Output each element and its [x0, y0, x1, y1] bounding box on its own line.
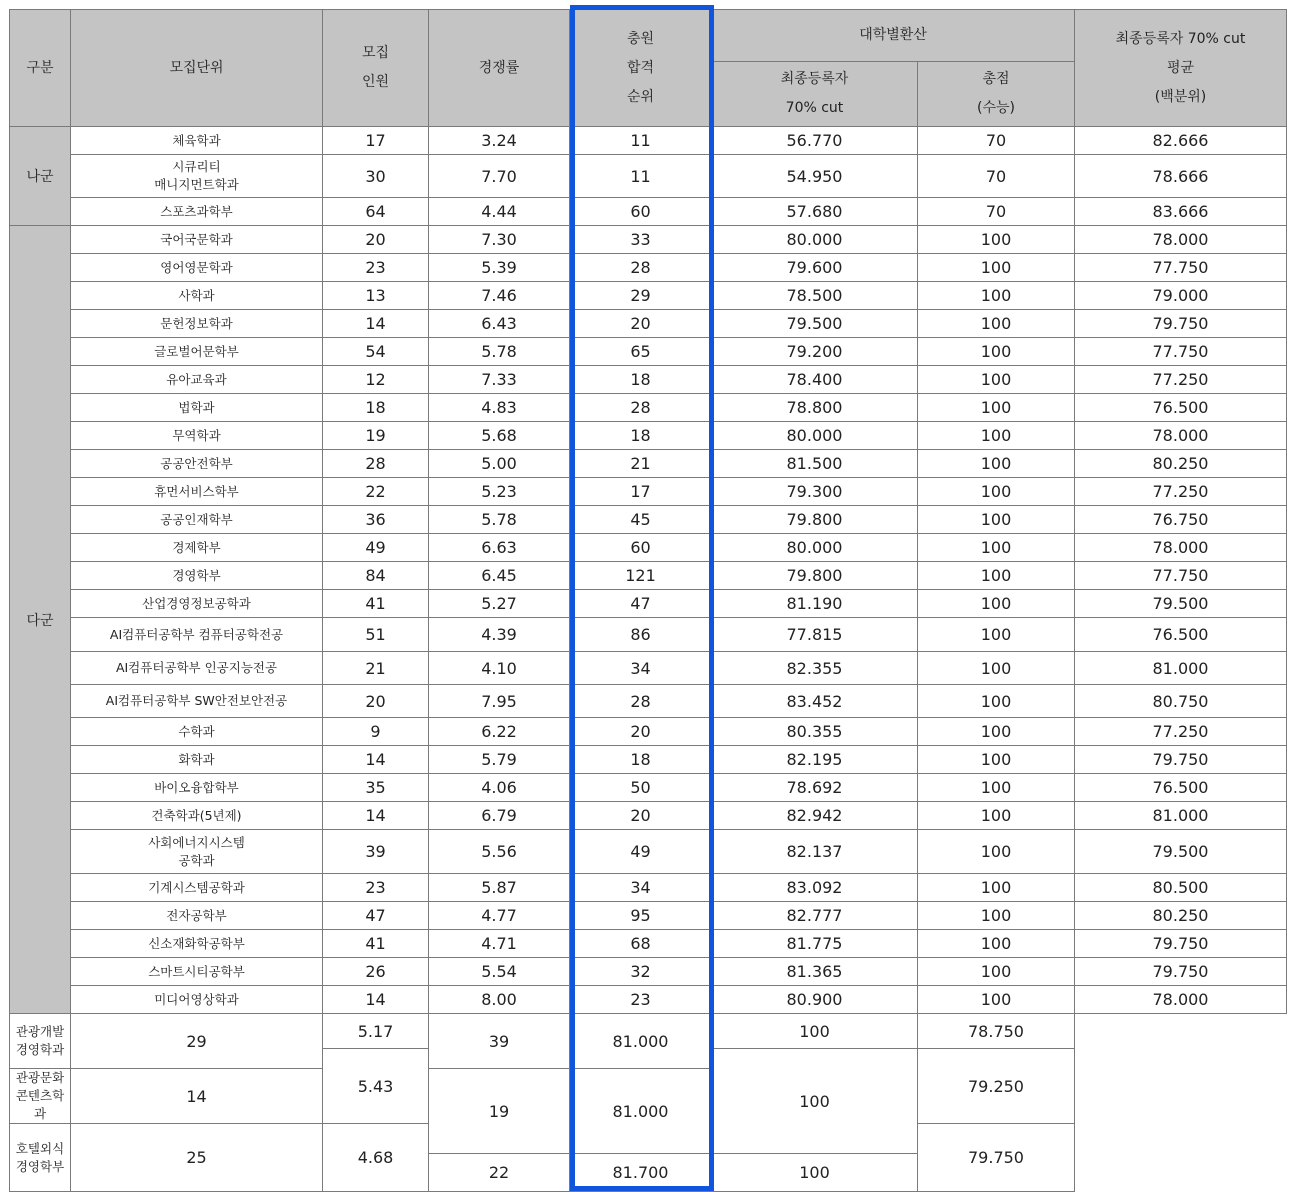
cut-cell: 81.000	[570, 1014, 712, 1069]
rank-cell: 18	[570, 746, 712, 774]
table-row	[10, 830, 1287, 874]
total-cell: 100	[918, 534, 1075, 562]
table-row	[10, 874, 1287, 902]
table-body	[10, 127, 1287, 1014]
total-cell: 70	[918, 198, 1075, 226]
cut-cell: 83.452	[712, 685, 918, 718]
quota-cell: 30	[323, 155, 429, 198]
header-cut	[712, 62, 918, 127]
average-cell: 80.500	[1075, 874, 1287, 902]
cut-cell: 79.300	[712, 478, 918, 506]
average-cell: 76.750	[1075, 506, 1287, 534]
average-cell: 77.750	[1075, 338, 1287, 366]
rank-cell: 11	[570, 155, 712, 198]
unit-name-cell: 신소재화학공학부	[71, 930, 323, 958]
header-avg-line1: 최종등록자 70% cut	[1115, 30, 1246, 47]
competition-cell: 5.23	[429, 478, 570, 506]
header-total-line1: 총점	[982, 71, 1010, 87]
quota-cell: 84	[323, 562, 429, 590]
unit-name-cell: 관광문화콘텐츠학과	[10, 1069, 71, 1124]
unit-name-cell: 건축학과(5년제)	[71, 802, 323, 830]
average-cell: 79.750	[918, 1124, 1075, 1192]
competition-cell: 5.56	[429, 830, 570, 874]
table-row	[10, 652, 1287, 685]
total-cell: 100	[918, 874, 1075, 902]
unit-name-cell: 사회에너지시스템 공학과	[71, 830, 323, 874]
quota-cell: 39	[323, 830, 429, 874]
average-cell: 77.750	[1075, 254, 1287, 282]
rank-cell: 20	[570, 718, 712, 746]
table-row	[10, 774, 1287, 802]
competition-cell: 6.43	[429, 310, 570, 338]
average-cell: 79.500	[1075, 590, 1287, 618]
cut-cell: 83.092	[712, 874, 918, 902]
unit-name-cell: 관광개발경영학과	[10, 1014, 71, 1069]
rank-cell: 60	[570, 534, 712, 562]
rank-cell: 34	[570, 874, 712, 902]
average-cell: 77.250	[1075, 366, 1287, 394]
cut-cell: 79.800	[712, 562, 918, 590]
header-total	[918, 62, 1075, 127]
quota-cell: 28	[323, 450, 429, 478]
quota-cell: 64	[323, 198, 429, 226]
unit-name-cell: 전자공학부	[71, 902, 323, 930]
competition-cell: 5.78	[429, 338, 570, 366]
average-cell: 76.500	[1075, 774, 1287, 802]
cut-cell: 82.137	[712, 830, 918, 874]
average-cell: 79.750	[1075, 310, 1287, 338]
header-category: 구분	[10, 10, 71, 127]
quota-cell: 14	[323, 310, 429, 338]
competition-cell: 5.27	[429, 590, 570, 618]
table-row	[10, 685, 1287, 718]
competition-cell: 5.54	[429, 958, 570, 986]
rank-cell: 17	[570, 478, 712, 506]
cut-cell: 54.950	[712, 155, 918, 198]
cut-cell: 77.815	[712, 618, 918, 652]
average-cell: 78.750	[918, 1014, 1075, 1049]
unit-name-cell: AI컴퓨터공학부 SW안전보안전공	[71, 685, 323, 718]
total-cell: 100	[918, 506, 1075, 534]
cut-cell: 81.365	[712, 958, 918, 986]
table-row	[10, 155, 1287, 198]
total-cell: 100	[918, 718, 1075, 746]
rank-cell: 121	[570, 562, 712, 590]
quota-cell: 17	[323, 127, 429, 155]
unit-name-cell: 사학과	[71, 282, 323, 310]
rank-cell: 28	[570, 254, 712, 282]
quota-cell: 13	[323, 282, 429, 310]
cut-cell: 79.600	[712, 254, 918, 282]
competition-cell: 5.43	[323, 1049, 429, 1124]
rank-cell: 32	[570, 958, 712, 986]
table-body-tail	[10, 1014, 1287, 1192]
rank-cell: 65	[570, 338, 712, 366]
header-avg-line3: (백분위)	[1154, 88, 1207, 105]
table-row	[10, 930, 1287, 958]
unit-name-cell: 화학과	[71, 746, 323, 774]
quota-cell: 21	[323, 652, 429, 685]
unit-name-cell: 공공안전학부	[71, 450, 323, 478]
quota-cell: 20	[323, 226, 429, 254]
cut-cell: 81.500	[712, 450, 918, 478]
table-row	[10, 366, 1287, 394]
unit-name-cell: 미디어영상학과	[71, 986, 323, 1014]
cut-cell: 82.942	[712, 802, 918, 830]
header-unit: 모집단위	[71, 10, 323, 127]
competition-cell: 4.39	[429, 618, 570, 652]
rank-cell: 28	[570, 685, 712, 718]
competition-cell: 5.00	[429, 450, 570, 478]
rank-cell: 50	[570, 774, 712, 802]
cut-cell: 80.355	[712, 718, 918, 746]
total-cell: 100	[918, 986, 1075, 1014]
total-cell: 100	[918, 685, 1075, 718]
unit-name-cell: 바이오융합학부	[71, 774, 323, 802]
rank-cell: 86	[570, 618, 712, 652]
cut-cell: 82.777	[712, 902, 918, 930]
total-cell: 100	[918, 478, 1075, 506]
unit-name-cell: 수학과	[71, 718, 323, 746]
quota-cell: 26	[323, 958, 429, 986]
total-cell: 100	[918, 830, 1075, 874]
cut-cell: 78.800	[712, 394, 918, 422]
competition-cell: 4.71	[429, 930, 570, 958]
rank-cell: 19	[429, 1069, 570, 1154]
table-row	[10, 958, 1287, 986]
cut-cell: 78.500	[712, 282, 918, 310]
rank-cell: 23	[570, 986, 712, 1014]
average-cell: 79.750	[1075, 746, 1287, 774]
total-cell: 100	[918, 282, 1075, 310]
cut-cell: 78.692	[712, 774, 918, 802]
header-conversion-group: 대학별환산	[712, 10, 1075, 62]
cut-cell: 80.000	[712, 226, 918, 254]
header-rank-line3: 순위	[626, 88, 655, 105]
cut-cell: 82.355	[712, 652, 918, 685]
admission-table-wrapper	[9, 9, 1287, 1192]
rank-cell: 18	[570, 366, 712, 394]
total-cell: 100	[918, 652, 1075, 685]
average-cell: 79.750	[1075, 958, 1287, 986]
table-row	[10, 310, 1287, 338]
quota-cell: 20	[323, 685, 429, 718]
unit-name-cell: 법학과	[71, 394, 323, 422]
total-cell: 100	[918, 310, 1075, 338]
quota-cell: 23	[323, 254, 429, 282]
quota-cell: 49	[323, 534, 429, 562]
cut-cell: 57.680	[712, 198, 918, 226]
quota-cell: 36	[323, 506, 429, 534]
average-cell: 79.250	[918, 1049, 1075, 1124]
group-label-da: 다군	[10, 226, 71, 1014]
table-row	[10, 746, 1287, 774]
table-row	[10, 338, 1287, 366]
quota-cell: 18	[323, 394, 429, 422]
unit-name-cell: 영어영문학과	[71, 254, 323, 282]
competition-cell: 6.22	[429, 718, 570, 746]
table-row	[10, 590, 1287, 618]
unit-name-cell: 산업경영정보공학과	[71, 590, 323, 618]
quota-cell: 19	[323, 422, 429, 450]
quota-cell: 14	[323, 986, 429, 1014]
average-cell: 80.250	[1075, 450, 1287, 478]
header-competition: 경쟁률	[429, 10, 570, 127]
rank-cell: 34	[570, 652, 712, 685]
unit-name-cell: 휴먼서비스학부	[71, 478, 323, 506]
competition-cell: 4.68	[323, 1124, 429, 1192]
rank-cell: 68	[570, 930, 712, 958]
total-cell: 100	[918, 226, 1075, 254]
header-rank-line2: 합격	[626, 59, 655, 76]
header-rank-line1: 충원	[626, 30, 655, 47]
rank-cell: 45	[570, 506, 712, 534]
table-row	[10, 986, 1287, 1014]
average-cell: 79.750	[1075, 930, 1287, 958]
competition-cell: 7.95	[429, 685, 570, 718]
quota-cell: 25	[71, 1124, 323, 1192]
cut-cell: 82.195	[712, 746, 918, 774]
cut-cell: 81.190	[712, 590, 918, 618]
table-row	[10, 562, 1287, 590]
quota-cell: 22	[323, 478, 429, 506]
unit-name-cell: AI컴퓨터공학부 컴퓨터공학전공	[71, 618, 323, 652]
competition-cell: 5.17	[323, 1014, 429, 1049]
header-quota	[323, 10, 429, 127]
header-average	[1075, 10, 1287, 127]
table-row	[10, 450, 1287, 478]
total-cell: 100	[918, 930, 1075, 958]
competition-cell: 5.78	[429, 506, 570, 534]
rank-cell: 39	[429, 1014, 570, 1069]
unit-name-cell: 공공인재학부	[71, 506, 323, 534]
total-cell: 100	[918, 562, 1075, 590]
average-cell: 76.500	[1075, 618, 1287, 652]
rank-cell: 20	[570, 310, 712, 338]
quota-cell: 14	[323, 802, 429, 830]
table-row	[10, 902, 1287, 930]
header-cut-line1: 최종등록자	[780, 71, 849, 87]
header-rank	[570, 10, 712, 127]
cut-cell: 78.400	[712, 366, 918, 394]
competition-cell: 7.70	[429, 155, 570, 198]
competition-cell: 5.87	[429, 874, 570, 902]
average-cell: 81.000	[1075, 652, 1287, 685]
average-cell: 79.500	[1075, 830, 1287, 874]
cut-cell: 81.775	[712, 930, 918, 958]
competition-cell: 4.83	[429, 394, 570, 422]
header-total-line2: (수능)	[977, 100, 1015, 116]
rank-cell: 60	[570, 198, 712, 226]
header-quota-line2: 인원	[361, 74, 390, 90]
average-cell: 78.000	[1075, 422, 1287, 450]
cut-cell: 80.900	[712, 986, 918, 1014]
total-cell: 100	[918, 422, 1075, 450]
quota-cell: 12	[323, 366, 429, 394]
quota-cell: 35	[323, 774, 429, 802]
table-row	[10, 394, 1287, 422]
cut-cell: 56.770	[712, 127, 918, 155]
average-cell: 78.000	[1075, 986, 1287, 1014]
competition-cell: 6.63	[429, 534, 570, 562]
quota-cell: 54	[323, 338, 429, 366]
table-row	[10, 254, 1287, 282]
unit-name-cell: 시큐리티 매니지먼트학과	[71, 155, 323, 198]
total-cell: 100	[712, 1049, 918, 1154]
rank-cell: 11	[570, 127, 712, 155]
table-row	[10, 534, 1287, 562]
total-cell: 100	[918, 902, 1075, 930]
cut-cell: 81.000	[570, 1069, 712, 1154]
unit-name-cell: 스마트시티공학부	[71, 958, 323, 986]
total-cell: 100	[918, 618, 1075, 652]
total-cell: 70	[918, 155, 1075, 198]
competition-cell: 4.77	[429, 902, 570, 930]
unit-name-cell: 경영학부	[71, 562, 323, 590]
rank-cell: 33	[570, 226, 712, 254]
table-row	[10, 802, 1287, 830]
table-row	[10, 506, 1287, 534]
competition-cell: 5.39	[429, 254, 570, 282]
unit-name-cell: 경제학부	[71, 534, 323, 562]
header-cut-line2: 70% cut	[785, 100, 844, 116]
average-cell: 76.500	[1075, 394, 1287, 422]
average-cell: 77.250	[1075, 718, 1287, 746]
cut-cell: 80.000	[712, 422, 918, 450]
unit-name-cell: AI컴퓨터공학부 인공지능전공	[71, 652, 323, 685]
rank-cell: 29	[570, 282, 712, 310]
rank-cell: 49	[570, 830, 712, 874]
competition-cell: 7.33	[429, 366, 570, 394]
total-cell: 100	[712, 1154, 918, 1192]
average-cell: 83.666	[1075, 198, 1287, 226]
average-cell: 80.250	[1075, 902, 1287, 930]
competition-cell: 4.10	[429, 652, 570, 685]
competition-cell: 4.06	[429, 774, 570, 802]
average-cell: 77.750	[1075, 562, 1287, 590]
competition-cell: 6.79	[429, 802, 570, 830]
unit-name-cell: 스포츠과학부	[71, 198, 323, 226]
unit-name-cell: 문헌정보학과	[71, 310, 323, 338]
competition-cell: 3.24	[429, 127, 570, 155]
average-cell: 79.000	[1075, 282, 1287, 310]
quota-cell: 29	[71, 1014, 323, 1069]
total-cell: 100	[918, 450, 1075, 478]
total-cell: 100	[918, 254, 1075, 282]
rank-cell: 22	[429, 1154, 570, 1192]
cut-cell: 81.700	[570, 1154, 712, 1192]
average-cell: 78.000	[1075, 226, 1287, 254]
cut-cell: 80.000	[712, 534, 918, 562]
average-cell: 78.000	[1075, 534, 1287, 562]
table-row	[10, 127, 1287, 155]
total-cell: 100	[918, 774, 1075, 802]
total-cell: 100	[918, 394, 1075, 422]
rank-cell: 18	[570, 422, 712, 450]
table-row	[10, 478, 1287, 506]
admission-results-table	[9, 9, 1287, 1192]
competition-cell: 5.79	[429, 746, 570, 774]
unit-name-cell: 글로벌어문학부	[71, 338, 323, 366]
quota-cell: 41	[323, 930, 429, 958]
rank-cell: 28	[570, 394, 712, 422]
average-cell: 80.750	[1075, 685, 1287, 718]
table-row	[10, 422, 1287, 450]
quota-cell: 51	[323, 618, 429, 652]
cut-cell: 79.200	[712, 338, 918, 366]
total-cell: 100	[918, 958, 1075, 986]
average-cell: 81.000	[1075, 802, 1287, 830]
cut-cell: 79.500	[712, 310, 918, 338]
competition-cell: 6.45	[429, 562, 570, 590]
total-cell: 100	[918, 746, 1075, 774]
unit-name-cell: 호텔외식경영학부	[10, 1124, 71, 1192]
total-cell: 100	[918, 590, 1075, 618]
unit-name-cell: 기계시스템공학과	[71, 874, 323, 902]
table-row	[10, 618, 1287, 652]
competition-cell: 7.30	[429, 226, 570, 254]
rank-cell: 20	[570, 802, 712, 830]
total-cell: 100	[918, 338, 1075, 366]
rank-cell: 47	[570, 590, 712, 618]
header-quota-line1: 모집	[361, 45, 390, 61]
average-cell: 78.666	[1075, 155, 1287, 198]
unit-name-cell: 무역학과	[71, 422, 323, 450]
competition-cell: 4.44	[429, 198, 570, 226]
table-row	[10, 282, 1287, 310]
table-row	[10, 226, 1287, 254]
quota-cell: 14	[71, 1069, 323, 1124]
unit-name-cell: 체육학과	[71, 127, 323, 155]
unit-name-cell: 유아교육과	[71, 366, 323, 394]
total-cell: 100	[918, 802, 1075, 830]
quota-cell: 9	[323, 718, 429, 746]
average-cell: 82.666	[1075, 127, 1287, 155]
total-cell: 100	[918, 366, 1075, 394]
competition-cell: 5.68	[429, 422, 570, 450]
table-row	[10, 198, 1287, 226]
total-cell: 70	[918, 127, 1075, 155]
average-cell: 77.250	[1075, 478, 1287, 506]
total-cell: 100	[712, 1014, 918, 1049]
group-label-na: 나군	[10, 127, 71, 226]
quota-cell: 23	[323, 874, 429, 902]
unit-name-cell: 국어국문학과	[71, 226, 323, 254]
competition-cell: 8.00	[429, 986, 570, 1014]
quota-cell: 14	[323, 746, 429, 774]
quota-cell: 47	[323, 902, 429, 930]
header-avg-line2: 평균	[1166, 59, 1195, 76]
rank-cell: 21	[570, 450, 712, 478]
quota-cell: 41	[323, 590, 429, 618]
cut-cell: 79.800	[712, 506, 918, 534]
table-row	[10, 718, 1287, 746]
competition-cell: 7.46	[429, 282, 570, 310]
rank-cell: 95	[570, 902, 712, 930]
